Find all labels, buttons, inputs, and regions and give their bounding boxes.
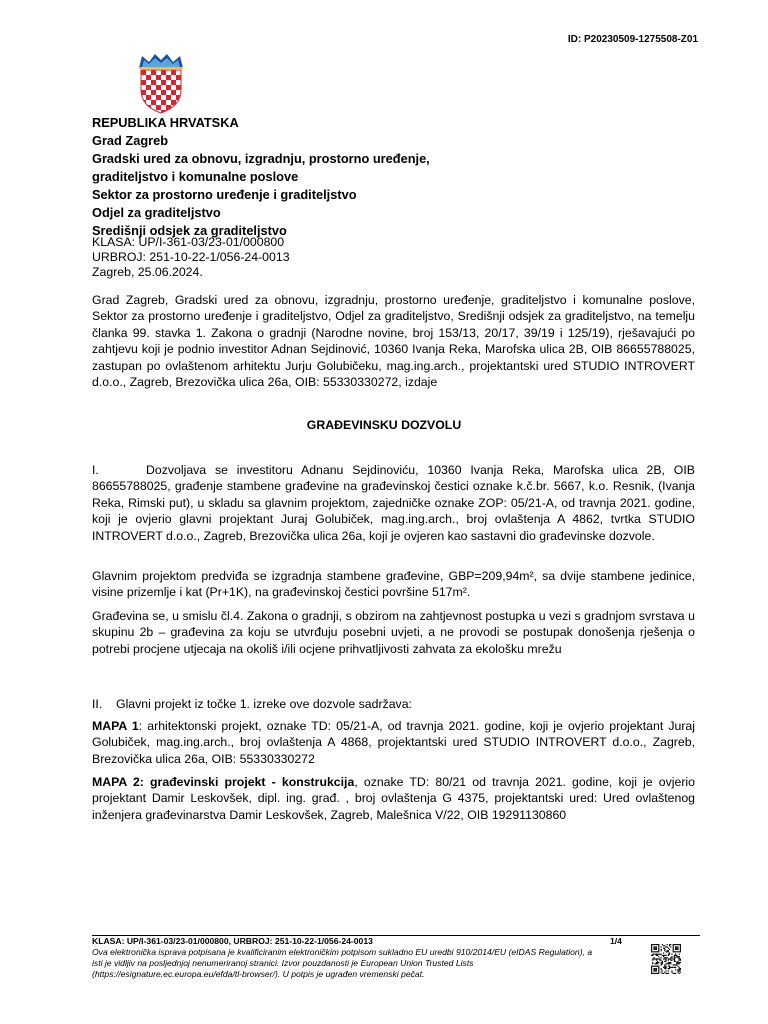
mapa-label: MAPA 2: građevinski projekt - konstrukcija — [92, 775, 355, 789]
mapa-text: , oznake TD: 80/21 od travnja 2021. godine, koji je ovjerio projektant Damir Leskovšek, dipl. ing. građ. , broj ovlaštenja G 4375, projektantski ured: Ured ovlaštenog inženjera građevinarstva Damir Leskovšek, Zagreb, Malešnica V/22, OIB 19291130860 — [92, 775, 695, 822]
issuer-header — [92, 114, 430, 240]
footer-reference: KLASA: UP/I-361-03/23-01/000800, URBROJ: 251-10-22-1/056-24-0013 — [92, 936, 373, 946]
mapa-label: MAPA 1 — [92, 719, 139, 733]
coat-of-arms-icon — [136, 52, 186, 114]
document-id: ID: P20230509-1275508-Z01 — [567, 34, 698, 45]
section-text: Dozvoljava se investitoru Adnanu Sejdinoviću, 10360 Ivanja Reka, Marofska ulica 2B, OIB 86655788025, građenje stambene građevine na građevinskoj čestici oznake k.č.br. 5667, k.o. Resnik, (Ivanja Reka, Rimski put), u skladu sa glavnim projektom, zajedničke oznake ZOP: 05/21-A, od travnja 2021. godine, koji je ovjerio glavni projektant Juraj Golubiček, mag.ing.arch., broj ovlaštenja A 4862, tvrtka STUDIO INTROVERT d.o.o., Zagreb, Brezovička ulica 26a, koji je ovjeren kao sastavni dio građevinske dozvole. — [92, 463, 695, 543]
header-line: REPUBLIKA HRVATSKA — [92, 115, 239, 130]
header-line: graditeljstvo i komunalne poslove — [92, 169, 299, 184]
klasa-line: KLASA: UP/I-361-03/23-01/000800 — [92, 235, 285, 249]
main-project-paragraph: Glavnim projektom predviđa se izgradnja stambene građevine, GBP=209,94m², sa dvije stambene jedinice, visine prizemlje i kat (Pr+1K), na građevinskoj čestici površine 517m². — [92, 569, 695, 600]
section-ii-paragraph — [92, 696, 695, 712]
section-number: II. — [92, 697, 103, 711]
signature-note: Ova elektronička isprava potpisana je kvalificiranim elektroničkim potpisom sukladno EU uredbi 910/2014/EU (eIDAS Regulation), a isti je vidljiv na posljednjoj nenumeriranoj stranici. Izvor pouzdanosti je European Union Trusted Lists (https://esignature.ec.europa.eu/efda/tl-browser/). U potpis je ugrađen vremenski pečat. — [92, 947, 593, 979]
header-line: Odjel za graditeljstvo — [92, 205, 221, 220]
header-line: Gradski ured za obnovu, izgradnju, prostorno uređenje, — [92, 151, 430, 166]
qr-code-icon[interactable] — [651, 944, 681, 974]
section-text: Glavni projekt iz točke 1. izreke ove dozvole sadržava: — [116, 697, 412, 711]
header-line: Grad Zagreb — [92, 133, 169, 148]
urbroj-line: URBROJ: 251-10-22-1/056-24-0013 — [92, 250, 290, 264]
reference-block — [92, 235, 290, 280]
mapa-1-paragraph — [92, 718, 695, 767]
document-title: GRAĐEVINSKU DOZVOLU — [306, 418, 462, 432]
building-class-paragraph: Građevina se, u smislu čl.4. Zakona o gradnji, s obzirom na zahtjevnost postupka u vezi s gradnjom svrstava u skupinu 2b – građevina za koju se utvrđuju posebni uvjeti, a ne provodi se postupak donošenja rješenja o potrebi procjene utjecaja na okoliš i/ili ocjene prihvatljivosti zahvata za ekološku mrežu — [92, 609, 695, 656]
section-number: I. — [92, 463, 99, 477]
header-line: Sektor za prostorno uređenje i graditeljstvo — [92, 187, 357, 202]
intro-paragraph: Grad Zagreb, Gradski ured za obnovu, izgradnju, prostorno uređenje, graditeljstvo i komunalne poslove, Sektor za prostorno uređenje i graditeljstvo, Odjel za graditeljstvo, Središnji odsjek za graditeljstvo, na temelju članka 99. stavka 1. Zakona o gradnji (Narodne novine, broj 153/13, 20/17, 39/19 i 125/19), rješavajući po zahtjevu koji je podnio investitor Adnan Sejdinović, 10360 Ivanja Reka, Marofska ulica 2B, OIB 86655788025, zastupan po ovlaštenom arhitektu Jurju Golubičeku, mag.ing.arch., projektantski ured STUDIO INTROVERT d.o.o., Zagreb, Brezovička ulica 26a, OIB: 55330330272, izdaje — [92, 293, 695, 390]
page-number: 1/4 — [610, 936, 622, 946]
header-line: Središnji odsjek za graditeljstvo — [92, 223, 287, 238]
mapa-text: : arhitektonski projekt, oznake TD: 05/21-A, od travnja 2021. godine, koji je ovjerio projektant Juraj Golubiček, mag.ing.arch., broj ovlaštenja A 4868, projektantski ured STUDIO INTROVERT d.o.o., Zagreb, Brezovička ulica 26a, OIB: 55330330272 — [92, 719, 696, 766]
section-i-paragraph — [92, 462, 695, 544]
crown-icon — [139, 54, 183, 69]
mapa-2-paragraph — [92, 774, 695, 823]
place-date: Zagreb, 25.06.2024. — [92, 265, 203, 279]
